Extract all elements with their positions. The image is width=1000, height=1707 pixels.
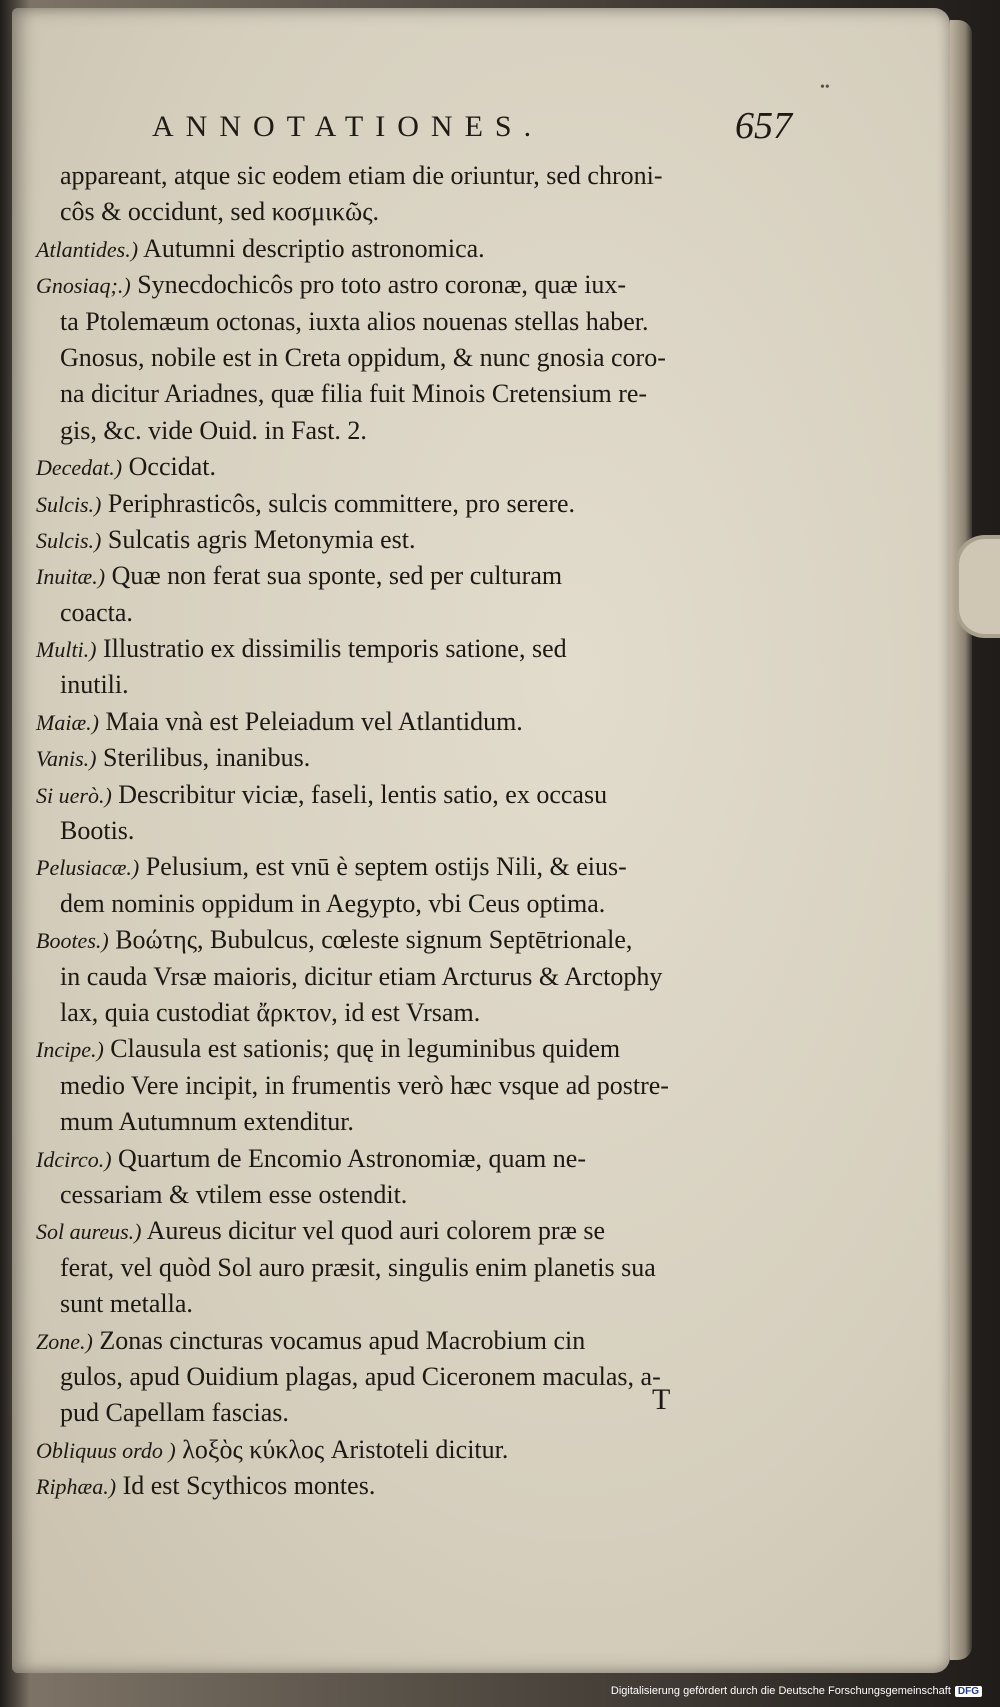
lemma: Multi.)	[36, 637, 97, 663]
book-page-edge	[950, 20, 972, 1660]
lemma: Obliquus ordo )	[36, 1437, 176, 1463]
lemma: Gnosiaq;.)	[36, 273, 131, 299]
book-clasp	[955, 535, 1000, 638]
line-text: ta Ptolemæum octonas, iuxta alios nouenas stellas haber.	[60, 306, 649, 336]
line-text: na dicitur Ariadnes, quæ filia fuit Minois Cretensium re-	[60, 379, 648, 409]
book-page	[12, 8, 950, 1673]
line-text: appareant, atque sic eodem etiam die oriuntur, sed chroni-	[60, 161, 663, 190]
line-text: côs & occidunt, sed κοσμικῶς.	[60, 197, 380, 227]
lemma: Bootes.)	[36, 928, 109, 954]
text-line	[36, 522, 806, 558]
line-text: Quæ non ferat sua sponte, sed per culturam	[111, 561, 563, 591]
lemma: Atlantides.)	[36, 236, 139, 262]
text-line	[36, 777, 806, 813]
text-line	[36, 1432, 806, 1468]
text-line	[36, 959, 806, 995]
line-text: gis, &c. vide Ouid. in Fast. 2.	[60, 415, 367, 445]
page-header	[152, 105, 792, 160]
line-text: λοξὸς κύκλος Aristoteli dicitur.	[182, 1434, 509, 1464]
line-text: inutili.	[60, 670, 129, 700]
lemma: Pelusiacæ.)	[36, 855, 140, 881]
line-text: pud Capellam fascias.	[60, 1398, 289, 1428]
text-line	[36, 704, 806, 740]
line-text: Quartum de Encomio Astronomiæ, quam ne-	[118, 1143, 586, 1173]
lemma: Incipe.)	[36, 1037, 104, 1063]
line-text: Describitur viciæ, faseli, lentis satio, ex occasu	[118, 779, 608, 809]
line-text: Gnosus, nobile est in Creta oppidum, & nunc gnosia coro-	[60, 342, 666, 372]
line-text: mum Autumnum extenditur.	[60, 1107, 354, 1137]
line-text: Occidat.	[128, 452, 216, 482]
running-title: ANNOTATIONES.	[152, 110, 544, 143]
line-text: Autumni descriptio astronomica.	[143, 233, 485, 263]
text-line	[36, 267, 806, 303]
line-text: Bootis.	[60, 816, 135, 846]
line-text: Id est Scythicos montes.	[122, 1471, 376, 1501]
line-text: Maia vnà est Peleiadum vel Atlantidum.	[105, 706, 523, 736]
text-line	[36, 849, 806, 885]
lemma: Vanis.)	[36, 746, 97, 772]
text-line	[36, 1177, 806, 1213]
text-line	[36, 667, 806, 703]
text-line	[36, 194, 806, 230]
text-line	[36, 1141, 806, 1177]
line-text: Clausula est sationis; quę in leguminibus quidem	[110, 1034, 621, 1064]
annotation-text	[36, 158, 806, 1504]
digitization-footer	[611, 1685, 982, 1697]
text-line	[36, 1031, 806, 1067]
line-text: Illustratio ex dissimilis temporis satione, sed	[103, 634, 567, 664]
line-text: ferat, vel quòd Sol auro præsit, singulis enim planetis sua	[60, 1252, 656, 1282]
lemma: Zone.)	[36, 1328, 93, 1354]
line-text: medio Vere incipit, in frumentis verò hæc vsque ad postre-	[60, 1070, 669, 1100]
text-line	[36, 1104, 806, 1140]
text-line	[36, 922, 806, 958]
text-line	[36, 413, 806, 449]
line-text: cessariam & vtilem esse ostendit.	[60, 1179, 408, 1209]
text-line	[36, 995, 806, 1031]
lemma: Decedat.)	[36, 455, 123, 481]
text-line	[36, 886, 806, 922]
text-line	[36, 1359, 806, 1395]
footer-credit: Digitalisierung gefördert durch die Deutsche Forschungsgemeinschaft	[610, 1685, 951, 1697]
line-text: Βοώτης, Bubulcus, cœleste signum Septētrionale,	[115, 925, 633, 955]
line-text: in cauda Vrsæ maioris, dicitur etiam Arcturus & Arctophy	[60, 961, 663, 991]
text-line	[36, 1250, 806, 1286]
lemma: Idcirco.)	[36, 1146, 112, 1172]
line-text: Aureus dicitur vel quod auri colorem præ se	[146, 1216, 606, 1246]
text-line	[36, 740, 806, 776]
line-text: Synecdochicôs pro toto astro coronæ, quæ iux-	[137, 270, 627, 300]
line-text: Periphrasticôs, sulcis committere, pro serere.	[107, 488, 576, 518]
lemma: Sulcis.)	[36, 527, 102, 553]
text-line	[36, 486, 806, 522]
text-line	[36, 340, 806, 376]
lemma: Maiæ.)	[36, 709, 99, 735]
dfg-logo: DFG	[955, 1686, 982, 1697]
text-line	[36, 304, 806, 340]
text-line	[36, 376, 806, 412]
text-line	[36, 158, 806, 194]
catchword: T	[652, 1383, 671, 1416]
text-line	[36, 813, 806, 849]
line-text: Zonas cincturas vocamus apud Macrobium cin	[99, 1325, 586, 1355]
text-line	[36, 1323, 806, 1359]
page-number: 657	[735, 105, 792, 147]
text-line	[36, 631, 806, 667]
corner-mark: ••	[820, 80, 830, 95]
lemma: Si uerò.)	[36, 782, 112, 808]
lemma: Riphæa.)	[36, 1474, 117, 1500]
line-text: coacta.	[60, 597, 133, 627]
lemma: Sulcis.)	[36, 491, 102, 517]
text-line	[36, 558, 806, 594]
text-line	[36, 595, 806, 631]
line-text: lax, quia custodiat ἄρκτον, id est Vrsam.	[60, 997, 481, 1027]
text-line	[36, 1395, 806, 1431]
text-line	[36, 231, 806, 267]
line-text: sunt metalla.	[60, 1289, 193, 1319]
text-line	[36, 1213, 806, 1249]
lemma: Inuitæ.)	[36, 564, 106, 590]
text-line	[36, 1286, 806, 1322]
line-text: gulos, apud Ouidium plagas, apud Ciceronem maculas, a-	[60, 1361, 661, 1391]
lemma: Sol aureus.)	[36, 1219, 142, 1245]
line-text: Sterilibus, inanibus.	[103, 743, 311, 773]
line-text: Sulcatis agris Metonymia est.	[107, 524, 416, 554]
text-line	[36, 1468, 806, 1504]
line-text: Pelusium, est vnū è septem ostijs Nili, & eius-	[145, 852, 627, 882]
line-text: dem nominis oppidum in Aegypto, vbi Ceus optima.	[60, 888, 606, 918]
text-line	[36, 1068, 806, 1104]
text-line	[36, 449, 806, 485]
